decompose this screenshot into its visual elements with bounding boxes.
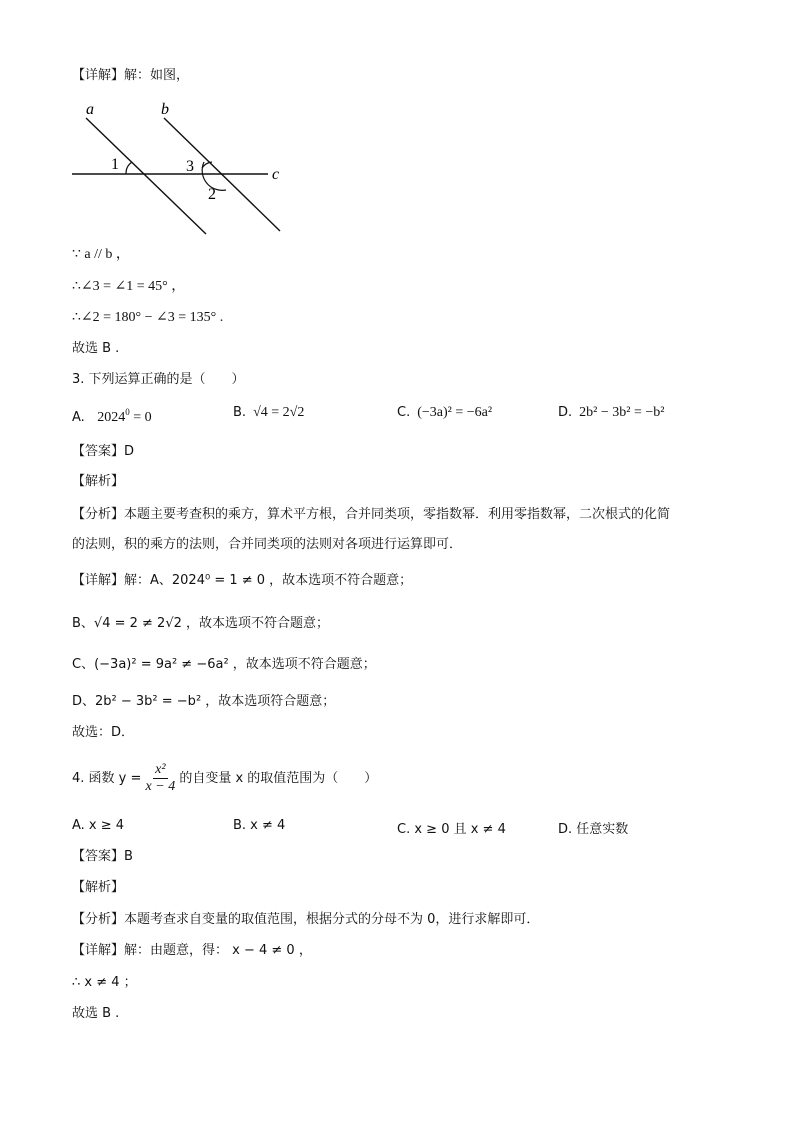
q4-stem: 4. 函数 y = $\frac{\text{x²}}{x - 4}$ 的自变量 x 的取值范围为（ ） bbox=[72, 762, 378, 794]
step-angle2: ∴∠2 = 180° − ∠3 = 135° . bbox=[72, 310, 224, 325]
q4-option-b: B. x ≠ 4 bbox=[233, 818, 286, 833]
q4-detail: 【详解】解：由题意，得： x − 4 ≠ 0 ， bbox=[72, 943, 312, 958]
q4-option-a: A. x ≥ 4 bbox=[72, 818, 125, 833]
label-a: a bbox=[86, 101, 94, 118]
q3-fenxi-line2: 的法则，积的乘方的法则，合并同类项的法则对各项进行运算即可． bbox=[72, 537, 463, 552]
parallel-lines-figure bbox=[66, 98, 296, 238]
q4-step: ∴ x ≠ 4 ； bbox=[72, 975, 137, 990]
q3-analysis-heading: 【解析】 bbox=[72, 474, 125, 489]
q3-answer: 【答案】D bbox=[72, 444, 135, 459]
label-b: b bbox=[161, 101, 169, 118]
step-parallel: ∵ a // b ， bbox=[72, 247, 130, 262]
angle-1-arc bbox=[126, 162, 132, 174]
q4-fenxi: 【分析】本题考查求自变量的取值范围，根据分式的分母不为 0，进行求解即可． bbox=[72, 912, 540, 927]
q3-option-b: B. √4 = 2√2 bbox=[233, 405, 305, 420]
label-2: 2 bbox=[208, 186, 216, 203]
q4-option-c: C. x ≥ 0 且 x ≠ 4 bbox=[397, 822, 506, 837]
q3-detail-a: 【详解】解：A、2024⁰ = 1 ≠ 0 ，故本选项不符合题意； bbox=[72, 573, 413, 588]
q3-detail-c: C、(−3a)² = 9a² ≠ −6a² ，故本选项不符合题意； bbox=[72, 657, 376, 672]
q3-fenxi-line1: 【分析】本题主要考查积的乘方，算术平方根，合并同类项，零指数幂．利用零指数幂，二次根式的化简 bbox=[72, 507, 671, 522]
label-c: c bbox=[272, 166, 280, 183]
q3-detail-b: B、√4 = 2 ≠ 2√2 ，故本选项不符合题意； bbox=[72, 616, 330, 631]
q4-answer: 【答案】B bbox=[72, 849, 133, 864]
q3-option-c: C. (−3a)² = −6a² bbox=[397, 405, 493, 420]
q4-option-d: D. 任意实数 bbox=[558, 822, 629, 837]
q4-analysis-heading: 【解析】 bbox=[72, 880, 125, 895]
q3-conclusion: 故选：D． bbox=[72, 725, 135, 740]
q4-conclusion: 故选 B . bbox=[72, 1006, 120, 1021]
q4-fraction: $\frac{\text{x²}}{x - 4}$ bbox=[145, 762, 176, 794]
line-a bbox=[86, 118, 206, 234]
detail-heading: 【详解】解：如图， bbox=[72, 68, 190, 83]
label-3: 3 bbox=[186, 158, 194, 175]
conclusion-1: 故选 B . bbox=[72, 341, 120, 356]
label-1: 1 bbox=[111, 156, 119, 173]
step-angle3: ∴∠3 = ∠1 = 45° ， bbox=[72, 279, 186, 294]
q3-stem: 3. 下列运算正确的是（ ） bbox=[72, 372, 245, 387]
q3-detail-d: D、2b² − 3b² = −b² ，故本选项符合题意； bbox=[72, 694, 336, 709]
q3-option-a: A. $2024^0 = 0$ bbox=[72, 407, 152, 425]
q3-option-d: D. 2b² − 3b² = −b² bbox=[558, 405, 665, 420]
